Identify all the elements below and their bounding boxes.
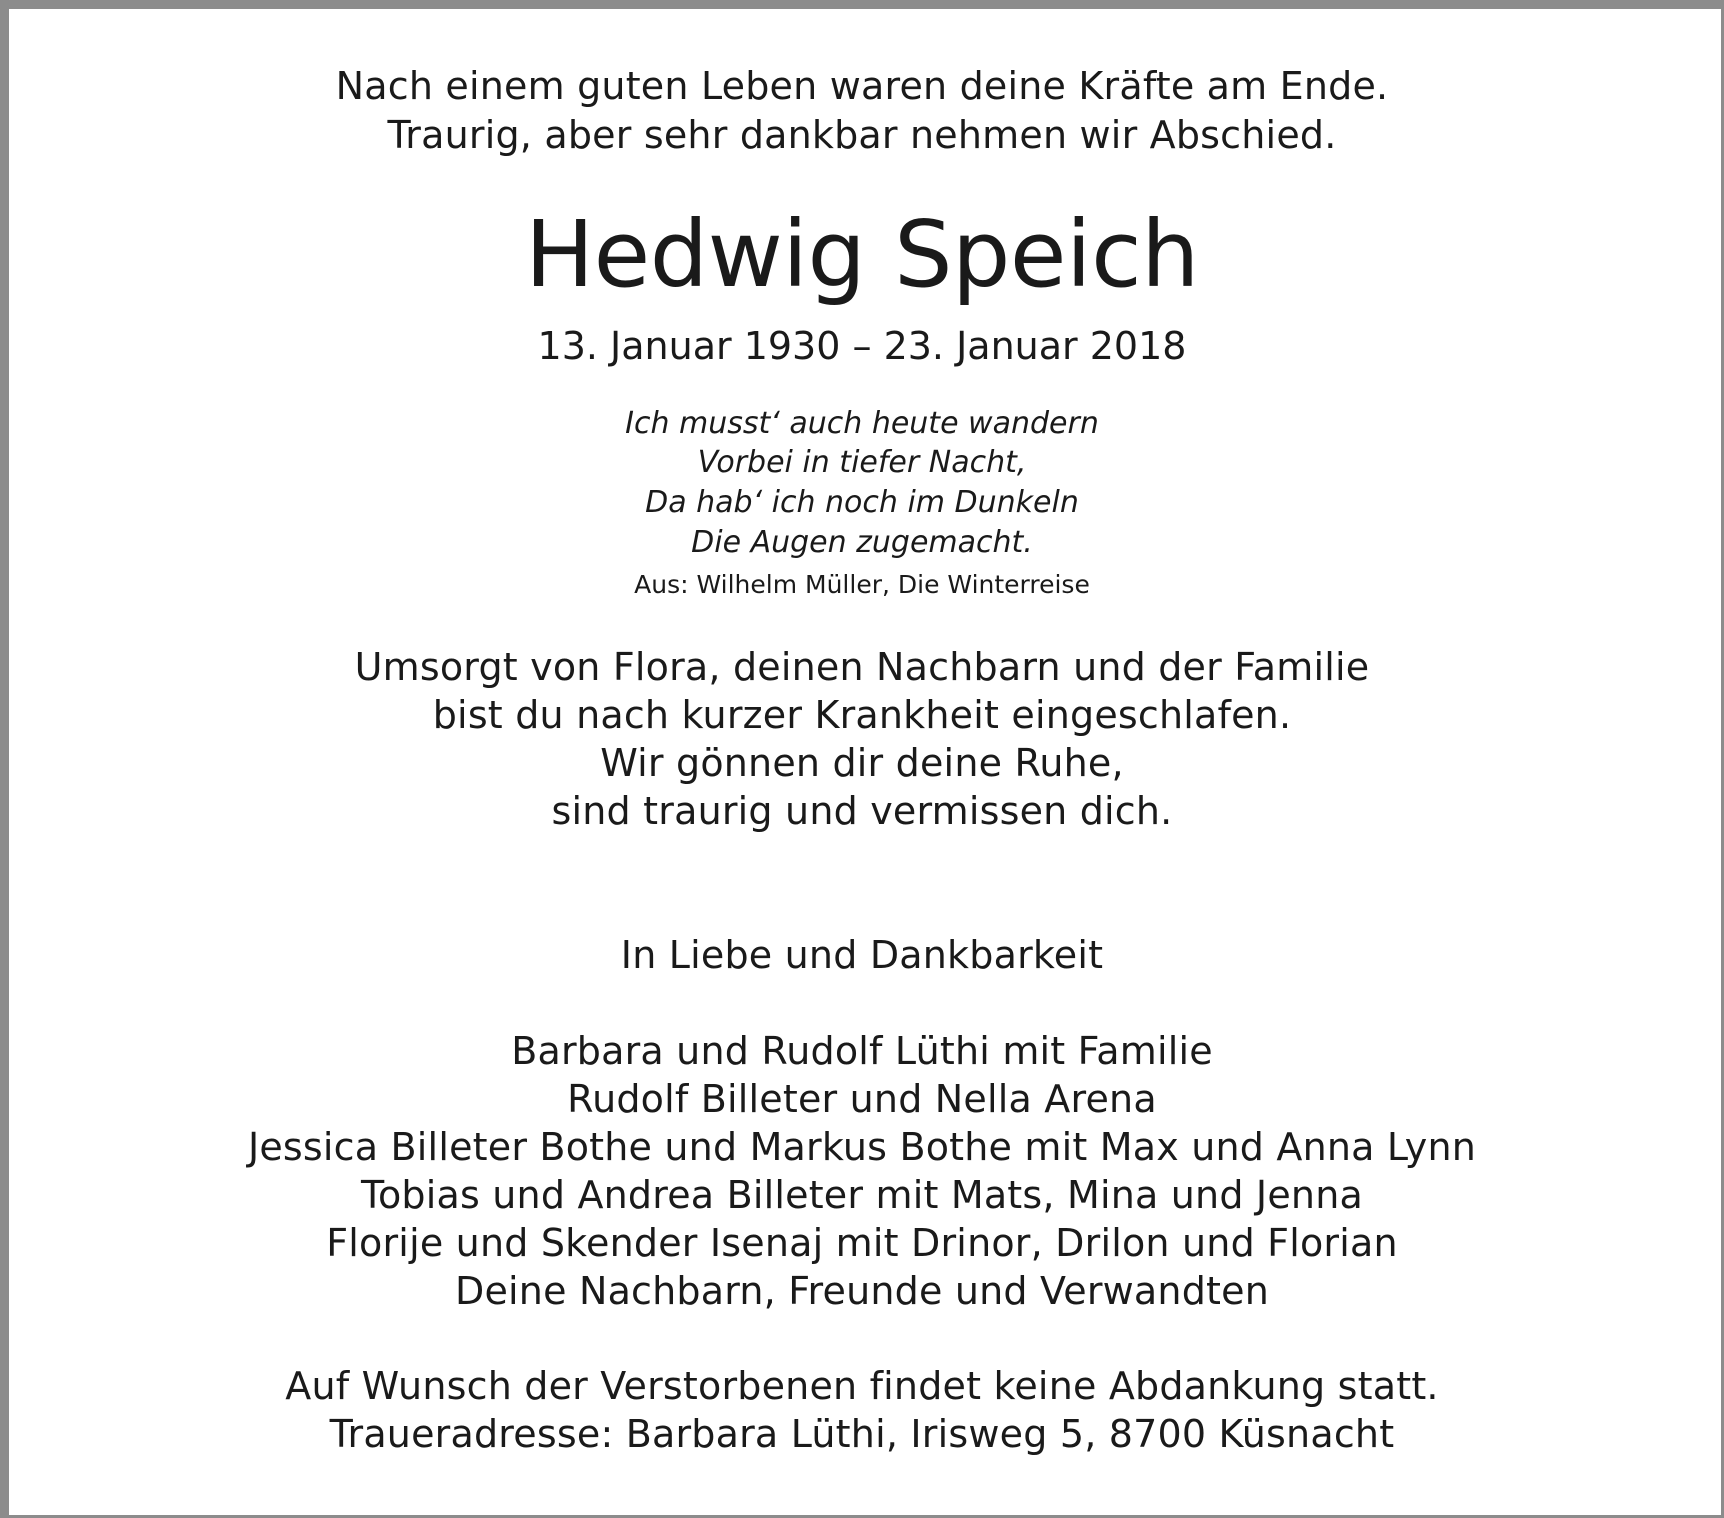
poem-source: Aus: Wilhelm Müller, Die Winterreise (634, 570, 1090, 599)
intro-line: Nach einem guten Leben waren deine Kräfte am Ende. (335, 64, 1389, 108)
mourner-line: Barbara und Rudolf Lüthi mit Familie (511, 1029, 1213, 1073)
poem-line: Da hab‘ ich noch im Dunkeln (645, 485, 1079, 520)
mourner-line: Deine Nachbarn, Freunde und Verwandten (455, 1269, 1269, 1313)
life-dates: 13. Januar 1930 – 23. Januar 2018 (537, 324, 1187, 368)
mourner-line: Jessica Billeter Bothe und Markus Bothe mit Max und Anna Lynn (247, 1125, 1477, 1169)
poem-line: Vorbei in tiefer Nacht, (697, 445, 1027, 480)
message-line: sind traurig und vermissen dich. (551, 789, 1173, 833)
message-line: Wir gönnen dir deine Ruhe, (600, 741, 1124, 785)
poem-line: Die Augen zugemacht. (691, 525, 1033, 560)
mourner-line: Florije und Skender Isenaj mit Drinor, Drilon und Florian (326, 1221, 1398, 1265)
footer-line: Auf Wunsch der Verstorbenen findet keine Abdankung statt. (285, 1364, 1439, 1408)
closing-line: In Liebe und Dankbarkeit (620, 933, 1104, 977)
mourner-line: Tobias und Andrea Billeter mit Mats, Mina und Jenna (361, 1173, 1363, 1217)
intro-line: Traurig, aber sehr dankbar nehmen wir Abschied. (387, 113, 1337, 157)
deceased-name: Hedwig Speich (525, 201, 1199, 308)
footer-line: Traueradresse: Barbara Lüthi, Irisweg 5, 8700 Küsnacht (329, 1412, 1395, 1456)
message-line: bist du nach kurzer Krankheit eingeschlafen. (432, 693, 1292, 737)
poem-line: Ich musst‘ auch heute wandern (625, 406, 1099, 441)
message-line: Umsorgt von Flora, deinen Nachbarn und der Familie (354, 645, 1370, 689)
mourner-line: Rudolf Billeter und Nella Arena (567, 1077, 1157, 1121)
